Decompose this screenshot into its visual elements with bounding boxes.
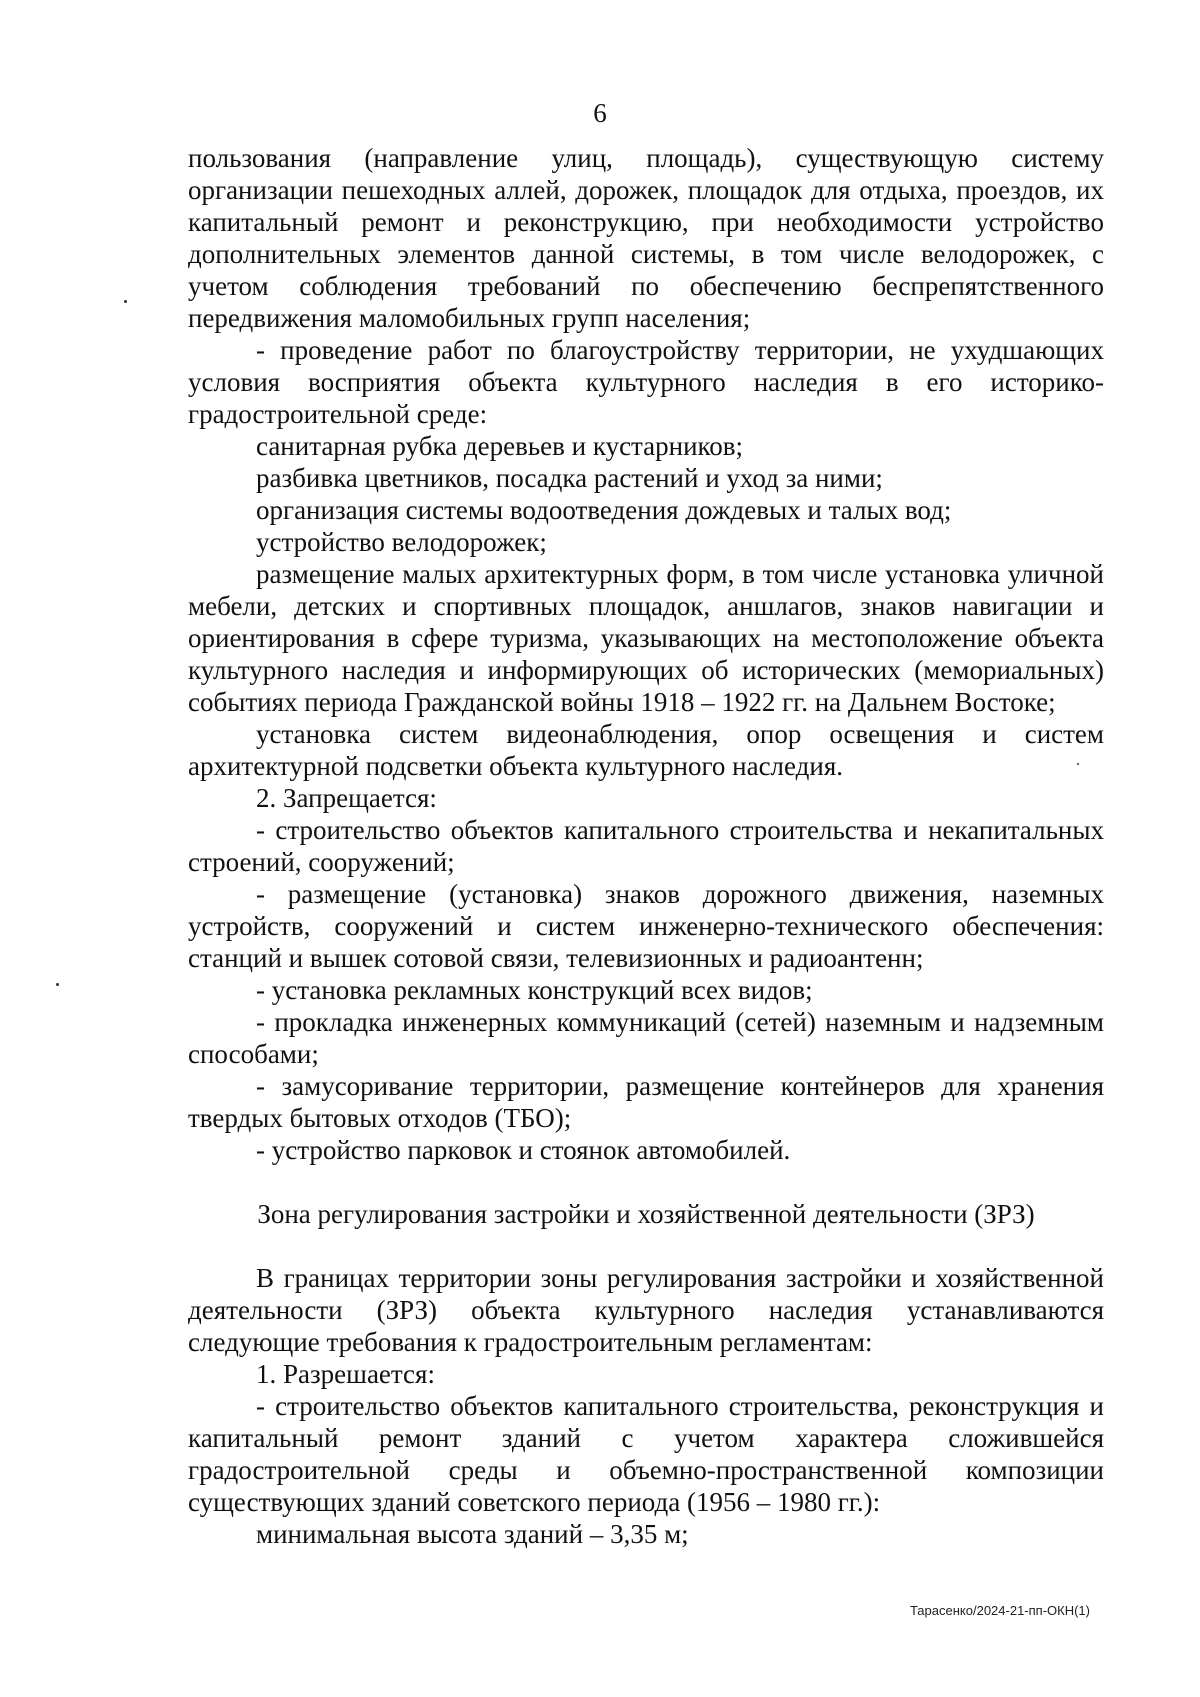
scan-speck [124, 300, 127, 303]
section-label: 1. Разрешается: [256, 1359, 435, 1389]
list-item: установка систем видеонаблюдения, опор освещения и систем архитектурной подсветки объекта культурного наследия. [188, 719, 1104, 781]
list-item: - установка рекламных конструкций всех видов; [256, 975, 813, 1005]
page-number: 6 [593, 98, 607, 128]
section-label: 2. Запрещается: [256, 783, 437, 813]
section-heading: Зона регулирования застройки и хозяйственной деятельности (ЗРЗ) [257, 1199, 1035, 1229]
list-item: - прокладка инженерных коммуникаций (сетей) наземным и надземным способами; [188, 1007, 1104, 1069]
list-item: организация системы водоотведения дождевых и талых вод; [256, 495, 952, 525]
list-item: - замусоривание территории, размещение контейнеров для хранения твердых бытовых отходов (ТБО); [188, 1071, 1104, 1133]
document-body [188, 142, 1104, 1550]
list-item: разбивка цветников, посадка растений и уход за ними; [256, 463, 883, 493]
list-item: - устройство парковок и стоянок автомобилей. [256, 1135, 791, 1165]
paragraph: - проведение работ по благоустройству территории, не ухудшающих условия восприятия объекта культурного наследия в его историко-градостроительной среде: [188, 335, 1104, 429]
paragraph: пользования (направление улиц, площадь), существующую систему организации пешеходных аллей, дорожек, площадок для отдыха, проездов, их капитальный ремонт и реконструкцию, при необходимости устройство дополнительных элементов данной системы, в том числе велодорожек, с учетом соблюдения требований по обеспечению беспрепятственного передвижения маломобильных групп населения; [188, 143, 1104, 333]
list-item: устройство велодорожек; [256, 527, 547, 557]
list-item: - строительство объектов капитального строительства и некапитальных строений, сооружений; [188, 815, 1104, 877]
paragraph: В границах территории зоны регулирования застройки и хозяйственной деятельности (ЗРЗ) объекта культурного наследия устанавливаются следующие требования к градостроительным регламентам: [188, 1263, 1104, 1357]
list-item: - размещение (установка) знаков дорожного движения, наземных устройств, сооружений и систем инженерно-технического обеспечения: станций и вышек сотовой связи, телевизионных и радиоантенн; [188, 879, 1104, 973]
list-item: минимальная высота зданий – 3,35 м; [256, 1519, 689, 1549]
scan-speck [1077, 763, 1079, 765]
list-item: размещение малых архитектурных форм, в том числе установка уличной мебели, детских и спортивных площадок, аншлагов, знаков навигации и ориентирования в сфере туризма, указывающих на местоположение объекта культурного наследия и информирующих об исторических (мемориальных) событиях периода Гражданской войны 1918 – 1922 гг. на Дальнем Востоке; [188, 559, 1104, 717]
document-code: Тарасенко/2024-21-пп-ОКН(1) [909, 1603, 1090, 1618]
scan-speck [56, 983, 59, 986]
list-item: санитарная рубка деревьев и кустарников; [256, 431, 744, 461]
list-item: - строительство объектов капитального строительства, реконструкция и капитальный ремонт зданий с учетом характера сложившейся градостроительной среды и объемно-пространственной композиции существующих зданий советского периода (1956 – 1980 гг.): [188, 1391, 1104, 1517]
